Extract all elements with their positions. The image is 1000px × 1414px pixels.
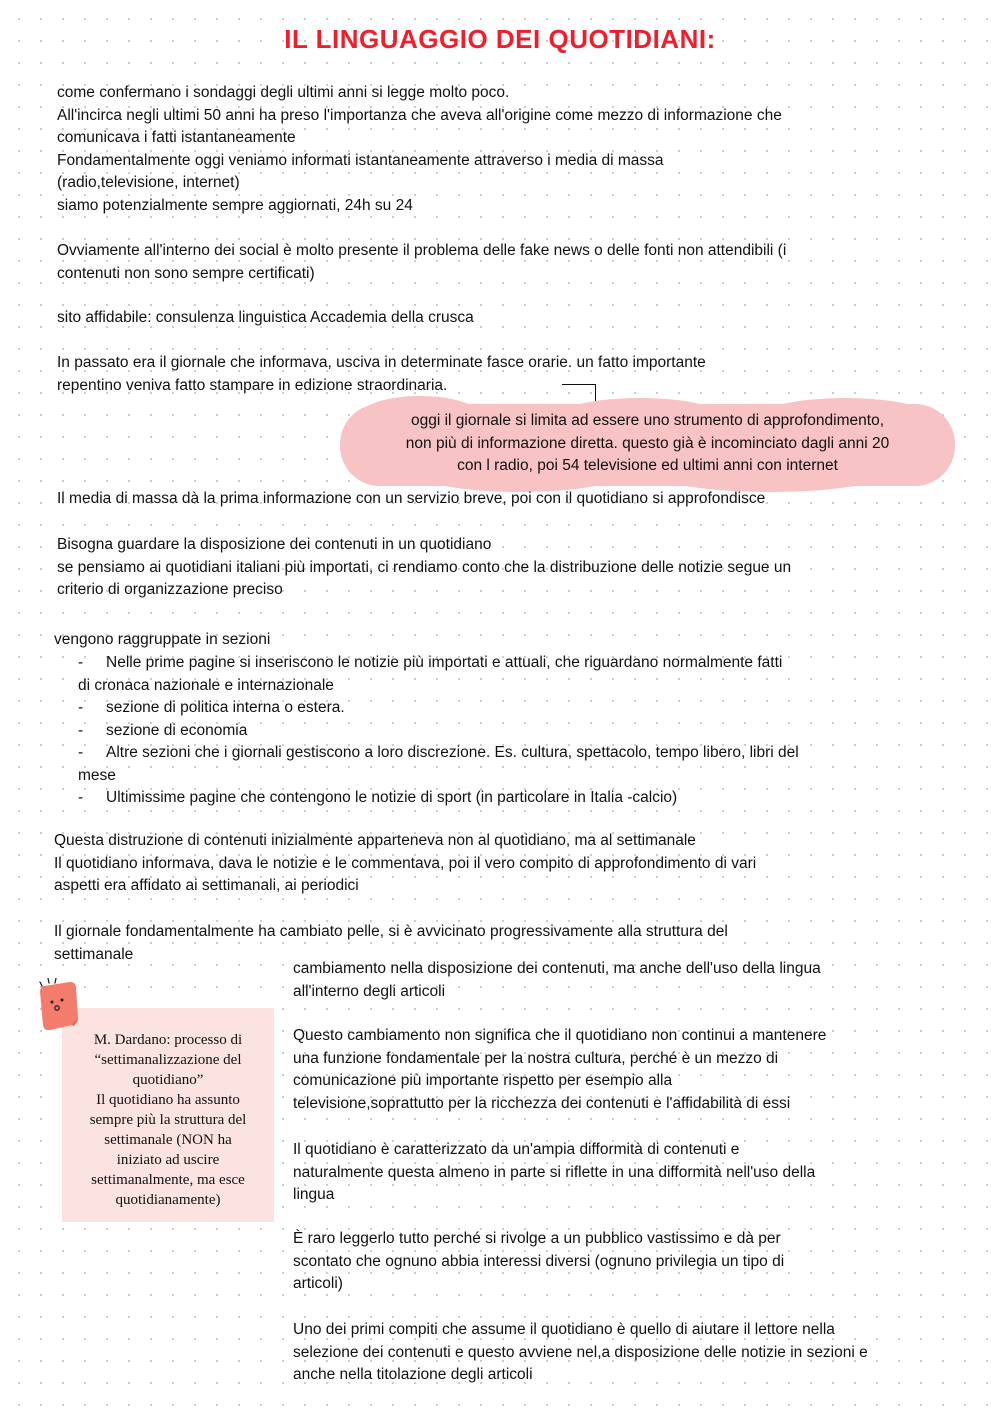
text-line: (radio,televisione, internet)	[57, 174, 240, 191]
text-line: come confermano i sondaggi degli ultimi anni si legge molto poco.	[57, 84, 510, 101]
text-line: una funzione fondamentale per la nostra cultura, perché è un mezzo di	[293, 1049, 779, 1067]
text-line: siamo potenzialmente sempre aggiornati, 24h su 24	[57, 196, 413, 214]
arrow-connector	[562, 384, 596, 385]
text-line: “settimanalizzazione del	[94, 1052, 242, 1068]
text-line: televisione,soprattutto per la ricchezza dei contenuti e l'affidabilità di essi	[293, 1094, 791, 1112]
weekly-paragraph	[54, 830, 756, 898]
sections-intro: vengono raggruppate in sezioni	[54, 631, 271, 648]
text-line: All'incirca negli ultimi 50 anni ha preso l'importanza che aveva all'origine come mezzo di informazione che	[57, 106, 782, 124]
text-line: naturalmente questa almeno in parte si riflette in una difformità nell'uso della	[293, 1163, 816, 1181]
text-line: selezione dei contenuti e questo avviene nel,a disposizione delle notizie in sezioni e	[293, 1343, 868, 1361]
list-item-continuation: di cronaca nazionale e internazionale	[78, 676, 334, 694]
text-line: Il quotidiano ha assunto	[96, 1092, 240, 1108]
text-line: all'interno degli articoli	[293, 982, 446, 1000]
text-line: lingua	[293, 1186, 335, 1203]
text-line: scontato che ognuno abbia interessi diversi (ognuno privilegia un tipo di	[293, 1252, 785, 1270]
text-line: con l radio, poi 54 televisione ed ultimi anni con internet	[457, 457, 838, 474]
text-line: cambiamento nella disposizione dei contenuti, ma anche dell'uso della lingua	[293, 960, 821, 977]
text-line: sito affidabile: consulenza linguistica Accademia della crusca	[57, 309, 474, 326]
text-line: non più di informazione diretta. questo già è incominciato dagli anni 20	[405, 434, 890, 452]
highlight-text	[340, 410, 955, 478]
text-line: Il quotidiano informava, dava le notizie e le commentava, poi il vero compito di approfondimento di vari	[54, 854, 757, 872]
text-line: quotidianamente)	[115, 1192, 221, 1208]
right-paragraph	[293, 1228, 784, 1296]
text-line: Il quotidiano è caratterizzato da un'ampia difformità di contenuti e	[293, 1141, 740, 1158]
text-line: settimanalmente, ma esce	[91, 1172, 245, 1188]
text-line: se pensiamo ai quotidiani italiani più importati, ci rendiamo conto che la distribuzione delle notizie segue un	[57, 558, 792, 576]
text-line: Il media di massa dà la prima informazione con un servizio breve, poi con il quotidiano si approfondisce	[57, 490, 766, 507]
right-paragraph	[293, 1025, 826, 1115]
text-line: articoli)	[293, 1275, 343, 1292]
list-item: - sezione di politica interna o estera.	[78, 699, 345, 716]
text-line: aspetti era affidato ai settimanali, ai periodici	[54, 877, 359, 894]
layout-paragraph	[57, 534, 791, 602]
right-paragraph	[293, 1319, 868, 1387]
text-line: settimanale	[54, 945, 134, 963]
text-line: In passato era il giornale che informava, usciva in determinate fasce orarie. un fatto importante	[57, 354, 706, 371]
mass-media-paragraph	[57, 488, 765, 511]
text-line: È raro leggerlo tutto perché si rivolge a un pubblico vastissimo e dà per	[293, 1230, 781, 1247]
list-item: - Ultimissime pagine che contengono le notizie di sport (in particolare in Italia -calcio)	[78, 789, 678, 806]
fake-news-paragraph	[57, 240, 786, 285]
text-line: criterio di organizzazione preciso	[57, 581, 283, 598]
note-text	[62, 1030, 274, 1210]
text-line: Il giornale fondamentalmente ha cambiato pelle, si è avvicinato progressivamente alla struttura del	[54, 923, 728, 940]
list-item-continuation: mese	[78, 766, 116, 784]
list-item: - Altre sezioni che i giornali gestiscono a loro discrezione. Es. cultura, spettacolo, tempo libero, libri del	[78, 744, 799, 761]
list-item: - sezione di economia	[78, 721, 248, 739]
text-line: Bisogna guardare la disposizione dei contenuti in un quotidiano	[57, 536, 492, 553]
text-line: settimanale (NON ha	[104, 1132, 232, 1148]
text-line: repentino veniva fatto stampare in edizione straordinaria.	[57, 376, 448, 394]
text-line: Ovviamente all'interno dei social è molto presente il problema delle fake news o delle fonti non attendibili (i	[57, 242, 787, 259]
text-line: iniziato ad uscire	[116, 1152, 220, 1168]
text-line: Questa distruzione di contenuti inizialmente apparteneva non al quotidiano, ma al settimanale	[54, 832, 696, 849]
sections-list	[78, 652, 799, 810]
reliable-site-paragraph	[57, 307, 474, 330]
text-line: comunicazione più importante rispetto per esempio alla	[293, 1072, 673, 1089]
text-line: anche nella titolazione degli articoli	[293, 1366, 533, 1383]
text-line: Fondamentalmente oggi veniamo informati istantaneamente attraverso i media di massa	[57, 151, 664, 169]
page-title: IL LINGUAGGIO DEI QUOTIDIANI:	[284, 24, 716, 54]
right-paragraph	[293, 1139, 815, 1207]
text-line: Uno dei primi compiti che assume il quotidiano è quello di aiutare il lettore nella	[293, 1321, 835, 1338]
text-line: Questo cambiamento non significa che il quotidiano non continui a mantenere	[293, 1027, 827, 1044]
list-item: - Nelle prime pagine si inseriscono le notizie più importati e attuali, che riguardano normalmente fatti	[78, 654, 783, 671]
text-line: M. Dardano: processo di	[93, 1032, 243, 1048]
sticky-note-icon	[36, 978, 90, 1040]
intro-paragraph	[57, 82, 782, 217]
text-line: oggi il giornale si limita ad essere uno strumento di approfondimento,	[410, 412, 884, 429]
past-paragraph	[57, 352, 706, 397]
text-line: contenuti non sono sempre certificati)	[57, 264, 315, 282]
text-line: quotidiano”	[132, 1072, 204, 1088]
text-line: comunicava i fatti istantaneamente	[57, 129, 296, 146]
right-paragraph	[293, 958, 821, 1003]
text-line: sempre più la struttura del	[89, 1112, 247, 1128]
